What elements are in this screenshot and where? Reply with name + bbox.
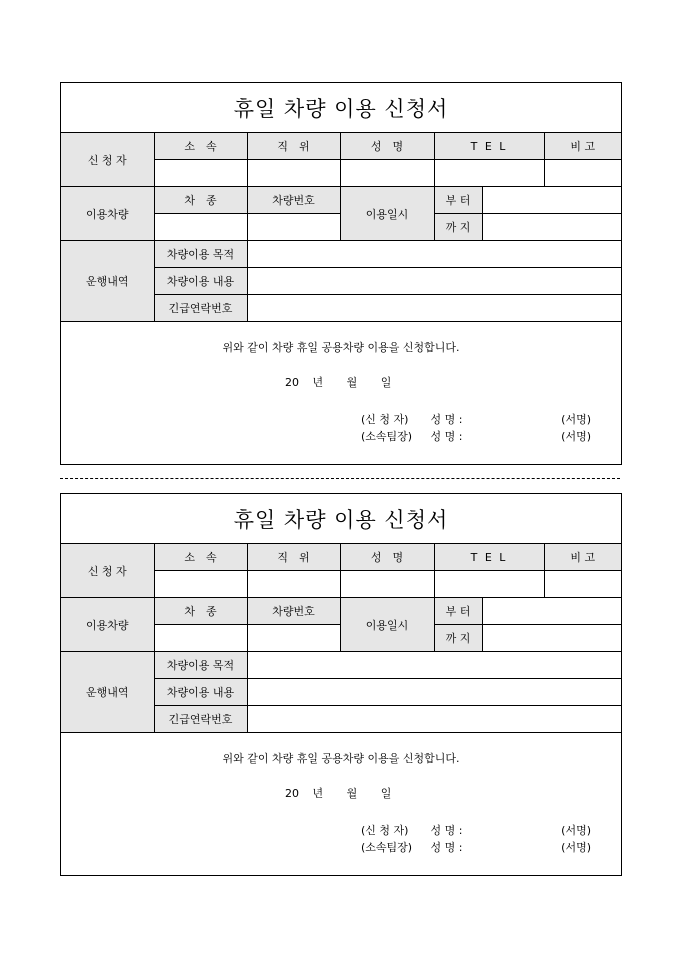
sign-name-label: 성 명 : (430, 413, 463, 426)
tel-field[interactable] (434, 160, 544, 187)
note-header: 비 고 (544, 544, 621, 571)
sign-name-label: 성 명 : (430, 824, 463, 837)
from-field[interactable] (482, 187, 621, 214)
applicant-label: 신 청 자 (61, 133, 154, 187)
applicant-signature-line (361, 411, 601, 427)
to-label: 까 지 (434, 625, 482, 652)
name-header: 성 명 (340, 544, 434, 571)
cut-line (60, 478, 620, 479)
position-field[interactable] (247, 571, 340, 598)
from-label: 부 터 (434, 598, 482, 625)
name-field[interactable] (340, 160, 434, 187)
vehicle-request-form-1 (60, 82, 622, 465)
sign-role: (신 청 자) (361, 413, 409, 426)
sign-name-label: 성 명 : (430, 841, 463, 854)
note-header: 비 고 (544, 133, 621, 160)
position-header: 직 위 (247, 544, 340, 571)
sign-seal[interactable]: (서명) (561, 430, 591, 443)
name-field[interactable] (340, 571, 434, 598)
dept-field[interactable] (154, 571, 247, 598)
position-field[interactable] (247, 160, 340, 187)
vehicle-label: 이용차량 (61, 598, 154, 652)
tel-field[interactable] (434, 571, 544, 598)
vehicle-number-header: 차량번호 (247, 598, 340, 625)
position-header: 직 위 (247, 133, 340, 160)
vehicle-number-field[interactable] (247, 214, 340, 241)
use-datetime-label: 이용일시 (340, 598, 434, 652)
statement: 위와 같이 차량 휴일 공용차량 이용을 신청합니다. (222, 341, 460, 354)
vehicle-type-header: 차 종 (154, 187, 247, 214)
vehicle-type-header: 차 종 (154, 598, 247, 625)
purpose-label: 차량이용 목적 (154, 241, 247, 268)
year-label: 년 (312, 787, 324, 800)
emergency-label: 긴급연락번호 (154, 295, 247, 322)
sign-seal[interactable]: (서명) (561, 413, 591, 426)
note-field[interactable] (544, 571, 621, 598)
vehicle-type-field[interactable] (154, 625, 247, 652)
date-line (285, 374, 401, 390)
vehicle-label: 이용차량 (61, 187, 154, 241)
content-field[interactable] (247, 268, 621, 295)
to-label: 까 지 (434, 214, 482, 241)
from-label: 부 터 (434, 187, 482, 214)
dept-header: 소 속 (154, 544, 247, 571)
emergency-field[interactable] (247, 295, 621, 322)
month-label: 월 (346, 787, 358, 800)
form-footer (61, 733, 621, 870)
vehicle-request-form-2 (60, 493, 622, 876)
tel-header: T E L (434, 133, 544, 160)
vehicle-type-field[interactable] (154, 214, 247, 241)
note-field[interactable] (544, 160, 621, 187)
form-title: 휴일 차량 이용 신청서 (61, 83, 621, 133)
sign-role: (신 청 자) (361, 824, 409, 837)
to-field[interactable] (482, 625, 621, 652)
sign-role: (소속팀장) (361, 430, 413, 443)
emergency-label: 긴급연락번호 (154, 706, 247, 733)
sign-seal[interactable]: (서명) (561, 841, 591, 854)
use-datetime-label: 이용일시 (340, 187, 434, 241)
year-label: 년 (312, 376, 324, 389)
from-field[interactable] (482, 598, 621, 625)
sign-seal[interactable]: (서명) (561, 824, 591, 837)
form-title: 휴일 차량 이용 신청서 (61, 494, 621, 544)
day-label: 일 (380, 787, 392, 800)
purpose-field[interactable] (247, 241, 621, 268)
year-prefix: 20 (285, 787, 299, 800)
to-field[interactable] (482, 214, 621, 241)
dept-field[interactable] (154, 160, 247, 187)
dept-header: 소 속 (154, 133, 247, 160)
content-label: 차량이용 내용 (154, 268, 247, 295)
manager-signature-line (361, 428, 601, 444)
sign-name-label: 성 명 : (430, 430, 463, 443)
name-header: 성 명 (340, 133, 434, 160)
applicant-label: 신 청 자 (61, 544, 154, 598)
statement: 위와 같이 차량 휴일 공용차량 이용을 신청합니다. (222, 752, 460, 765)
form-table (61, 544, 621, 733)
manager-signature-line (361, 839, 601, 855)
content-field[interactable] (247, 679, 621, 706)
day-label: 일 (380, 376, 392, 389)
purpose-field[interactable] (247, 652, 621, 679)
month-label: 월 (346, 376, 358, 389)
content-label: 차량이용 내용 (154, 679, 247, 706)
vehicle-number-header: 차량번호 (247, 187, 340, 214)
form-footer (61, 322, 621, 459)
purpose-label: 차량이용 목적 (154, 652, 247, 679)
applicant-signature-line (361, 822, 601, 838)
operation-label: 운행내역 (61, 652, 154, 733)
emergency-field[interactable] (247, 706, 621, 733)
sign-role: (소속팀장) (361, 841, 413, 854)
year-prefix: 20 (285, 376, 299, 389)
form-table (61, 133, 621, 322)
tel-header: T E L (434, 544, 544, 571)
date-line (285, 785, 401, 801)
operation-label: 운행내역 (61, 241, 154, 322)
vehicle-number-field[interactable] (247, 625, 340, 652)
